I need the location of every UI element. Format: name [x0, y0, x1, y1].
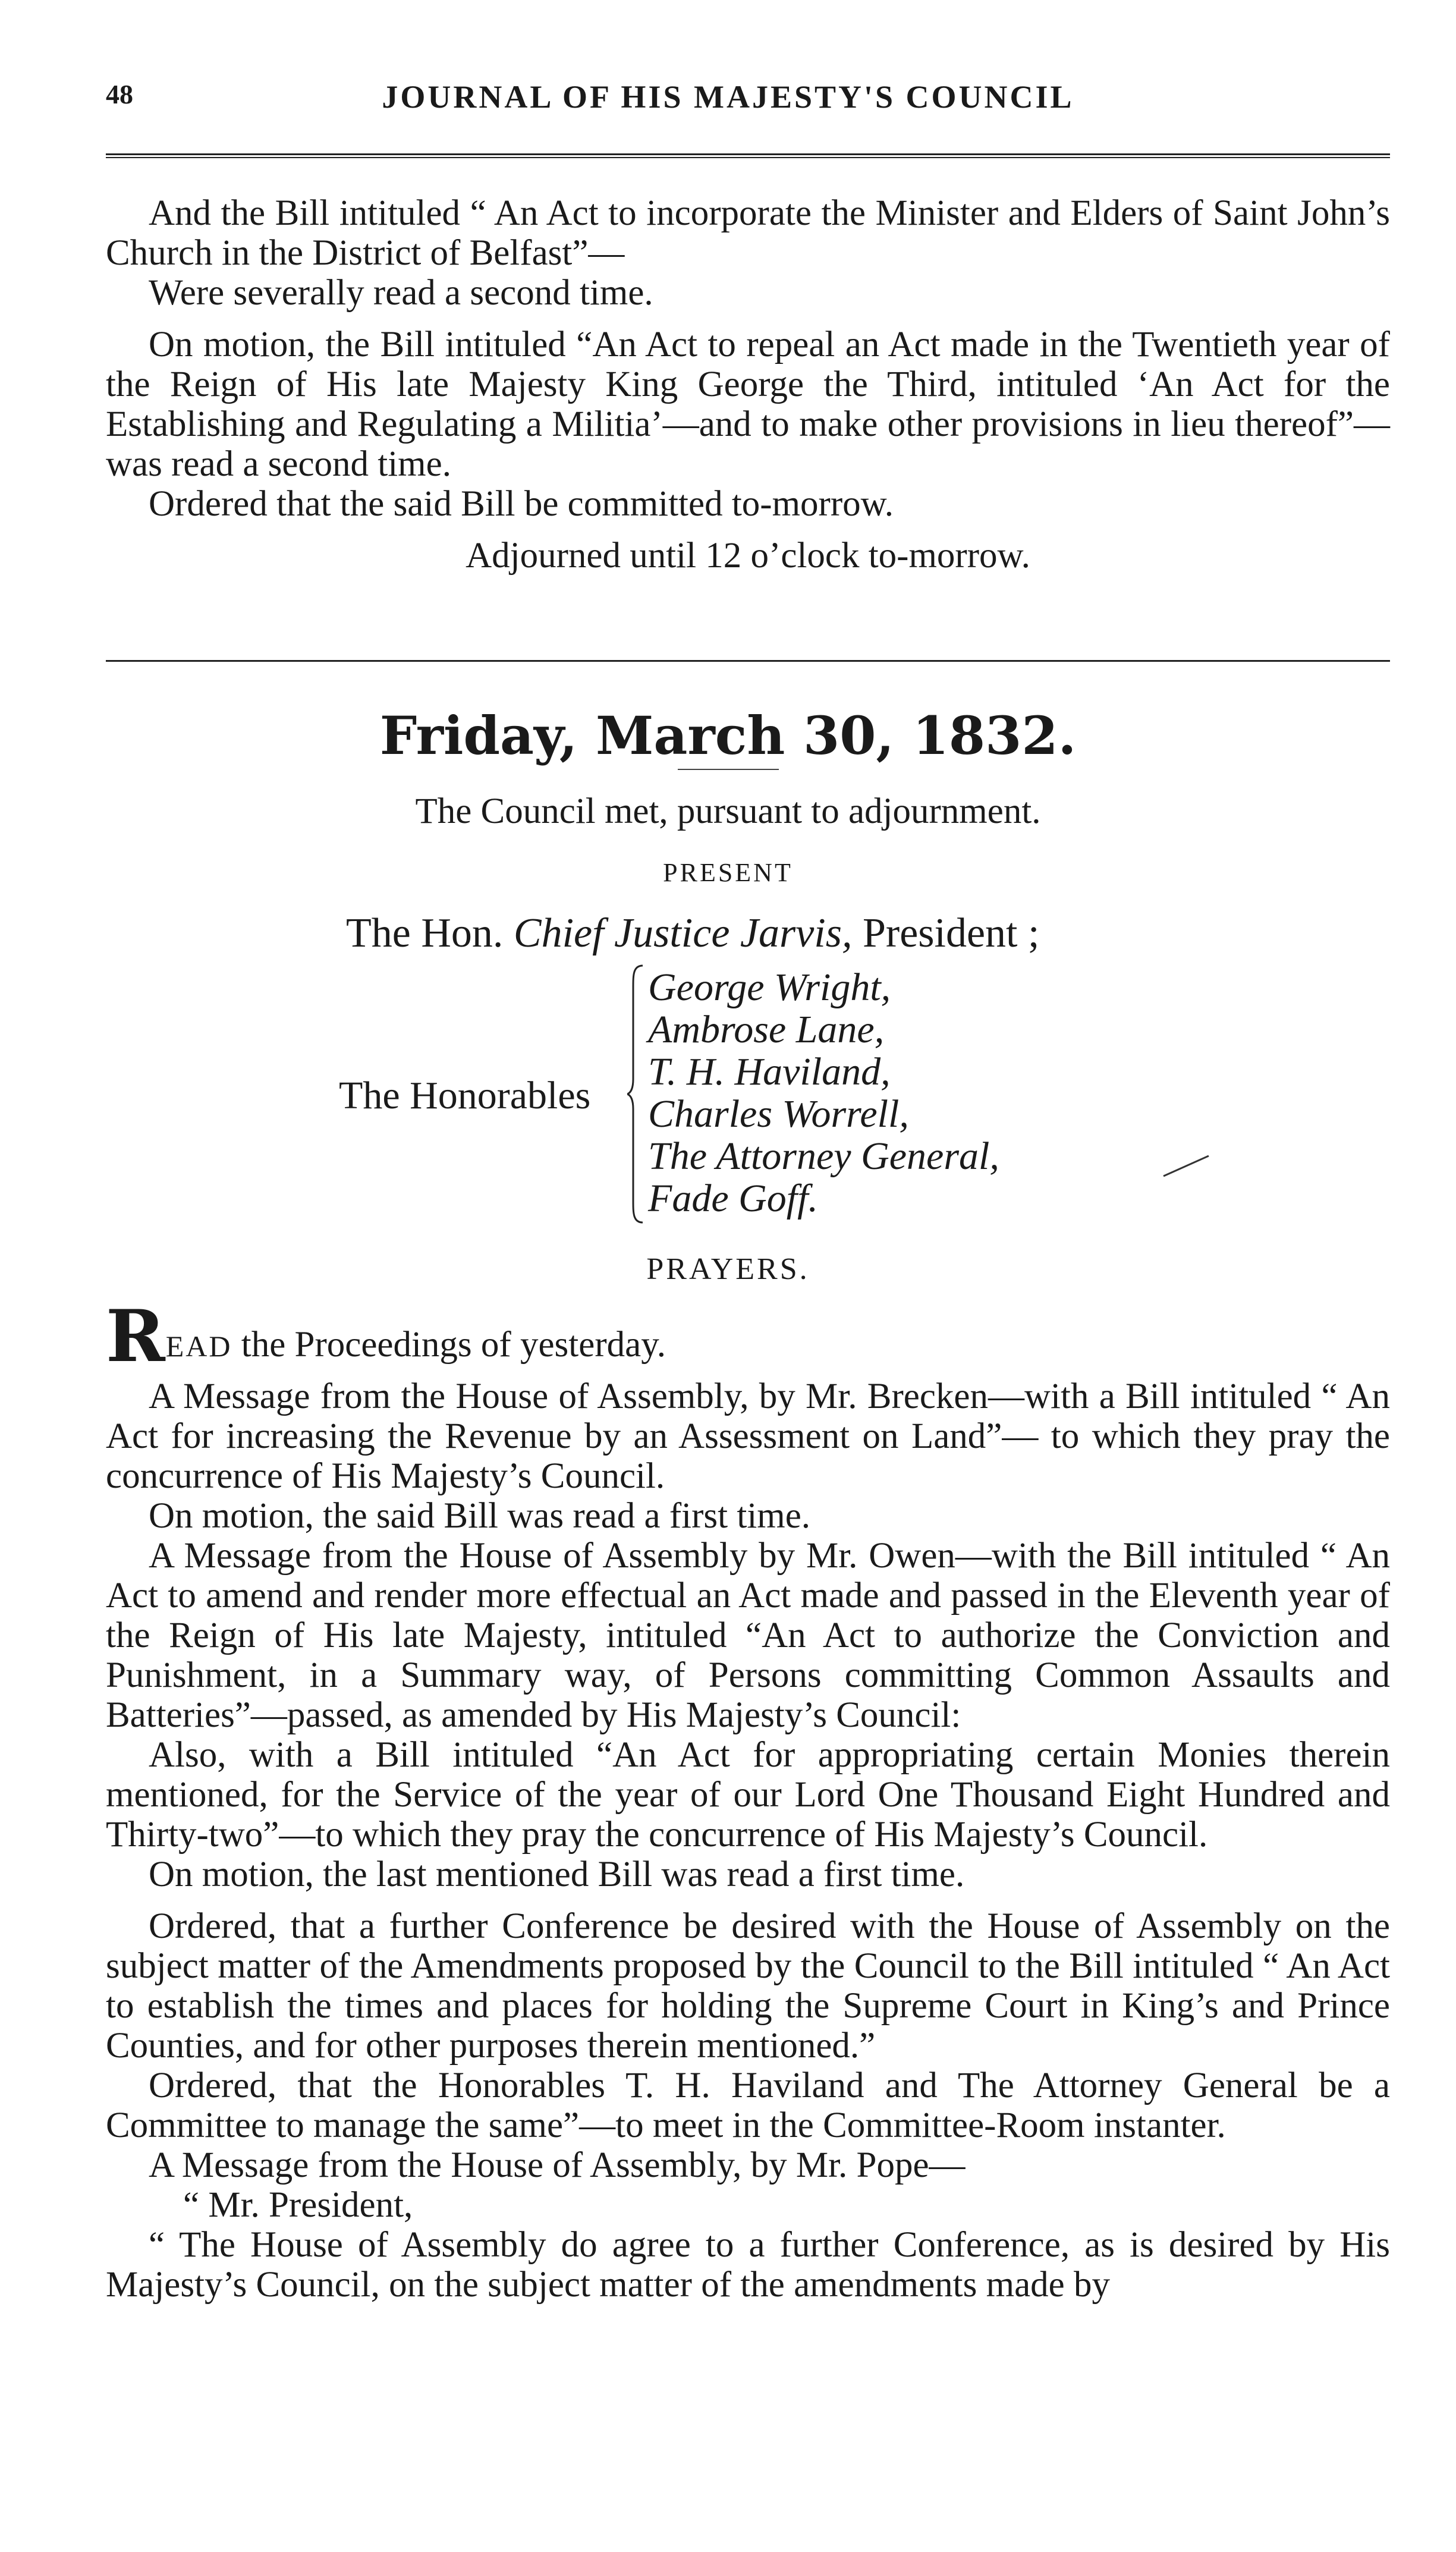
stray-ink-mark — [1162, 1154, 1210, 1177]
conference-order: Ordered, that a further Conference be desired with the House of Assembly on the subject matter of the Amendments proposed by the Council to the Bill intituled “ An Act to establish the times and places for holding the Supreme Court in King’s and Prince Counties, and for other purposes therein mentioned.” — [106, 1906, 1390, 2066]
council-met-line: The Council met, pursuant to adjournment. — [415, 791, 1041, 831]
header-rule — [106, 153, 1390, 158]
member-name: Charles Worrell, — [648, 1092, 909, 1136]
proceedings-section — [106, 1376, 1390, 2305]
president-title: President ; — [862, 910, 1040, 956]
member-name: Ambrose Lane, — [648, 1008, 885, 1051]
running-head — [0, 78, 1456, 126]
first-reading-line: On motion, the said Bill was read a first time. — [149, 1496, 811, 1536]
member-name: Fade Goff. — [648, 1177, 818, 1220]
prayers-label: PRAYERS. — [646, 1252, 810, 1286]
last-bill-reading: On motion, the last mentioned Bill was read a first time. — [149, 1855, 965, 1894]
president-line — [346, 910, 1039, 957]
member-name: George Wright, — [648, 966, 891, 1009]
section-rule — [106, 660, 1390, 662]
adjourned-line: Adjourned until 12 o’clock to-morrow. — [466, 536, 1030, 576]
president-prefix: The Hon. — [346, 910, 504, 956]
brace-icon — [627, 963, 645, 1225]
page-number: 48 — [106, 79, 133, 109]
running-title: JOURNAL OF HIS MAJESTY'S COUNCIL — [382, 79, 1074, 115]
salutation-line: “ Mr. President, — [183, 2185, 413, 2225]
appropriation-bill: Also, with a Bill intituled “An Act for appropriating certain Monies therein mentioned, for the Service of the year of our Lord One Thousand Eight Hundred and Thirty-two”—to which they pray the concurrence of His Majesty’s Council. — [106, 1735, 1390, 1855]
dropcap-letter: R — [106, 1294, 166, 1378]
date-underline — [678, 769, 779, 770]
brecken-message: A Message from the House of Assembly, by Mr. Brecken—with a Bill intituled “ An Act for increasing the Revenue by an Assessment on Land”— to which they pray the concurrence of His Majesty’s Council. — [106, 1376, 1390, 1496]
read-rest: the Proceedings of yesterday. — [232, 1325, 666, 1365]
member-name: T. H. Haviland, — [648, 1050, 891, 1093]
members-list — [648, 966, 999, 1220]
honorables-label: The Honorables — [339, 1074, 591, 1117]
president-name: Chief Justice Jarvis, — [513, 910, 853, 956]
second-reading-line: Were severally read a second time. — [149, 273, 653, 313]
top-section — [106, 193, 1390, 576]
member-name: The Attorney General, — [648, 1134, 999, 1178]
present-label: PRESENT — [663, 858, 793, 887]
owen-message: A Message from the House of Assembly by Mr. Owen—with the Bill intituled “ An Act to amend and render more effectual an Act made and passed in the Eleventh year of the Reign of His late Majesty, intituled “An Act to authorize the Conviction and Punishment, in a Summary way, of Persons committing Common Assaults and Batteries”—passed, as amended by His Majesty’s Council: — [106, 1536, 1390, 1735]
militia-bill-paragraph: On motion, the Bill intituled “An Act to repeal an Act made in the Twentieth year of the Reign of His late Majesty King George the Third, intituled ‘An Act for the Establishing and Regulating a Militia’—and to make other provisions in lieu thereof”—was read a second time. — [106, 325, 1390, 484]
read-proceedings-line — [106, 1294, 666, 1378]
committee-order: Ordered, that the Honorables T. H. Haviland and The Attorney General be a Committee to manage the same”—to meet in the Committee-Room instanter. — [106, 2066, 1390, 2145]
committed-line: Ordered that the said Bill be committed to-morrow. — [149, 484, 894, 524]
read-smallcaps: EAD — [165, 1330, 232, 1363]
assembly-agreement: “ The House of Assembly do agree to a further Conference, as is desired by His Majesty’s Council, on the subject matter of the amendments made by — [106, 2225, 1390, 2305]
bill-belfast-paragraph: And the Bill intituled “ An Act to incorporate the Minister and Elders of Saint John’s Church in the District of Belfast”— — [106, 193, 1390, 273]
date-heading: Friday, March 30, 1832. — [379, 705, 1077, 766]
pope-message: A Message from the House of Assembly, by Mr. Pope— — [149, 2145, 966, 2185]
